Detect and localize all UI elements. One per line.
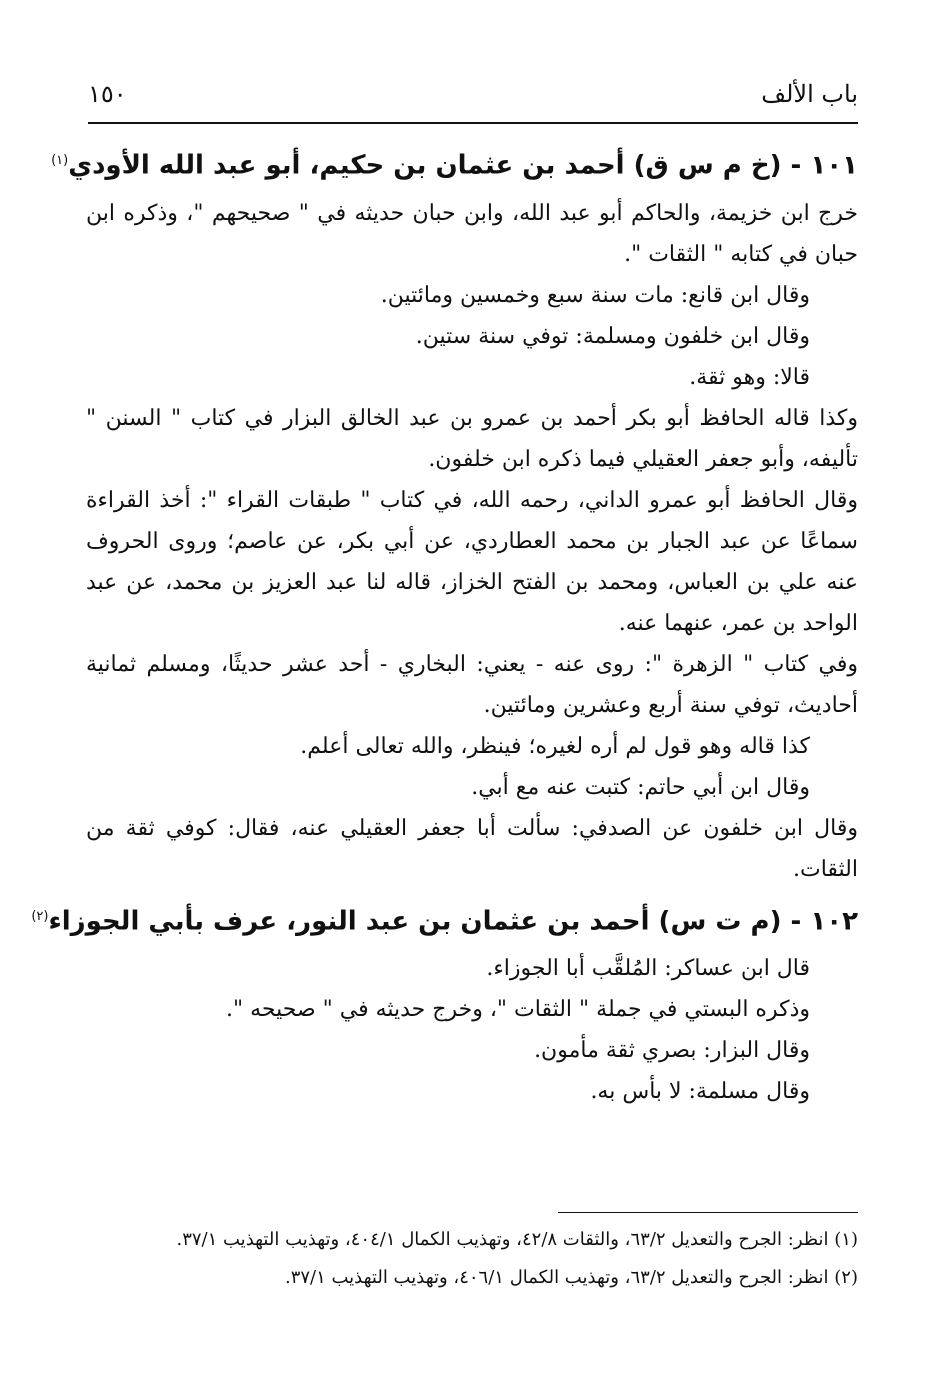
entry-101-paragraph: قالا: وهو ثقة. (689, 364, 810, 390)
entry-101-paragraph: وقال ابن خلفون ومسلمة: توفي سنة ستين. (415, 323, 810, 349)
entry-heading-101: ١٠١ - (خ م س ق) أحمد بن عثمان بن حكيم، أبو عبد الله الأودي$^{(١)}$ (51, 150, 858, 181)
footnote-divider (558, 1212, 858, 1213)
entry-102-paragraph: وقال البزار: بصري ثقة مأمون. (534, 1038, 810, 1064)
footnotes (86, 1212, 858, 1299)
entry-101-paragraph: وقال ابن أبي حاتم: كتبت عنه مع أبي. (471, 774, 810, 800)
entry-102-paragraph: قال ابن عساكر: المُلقَّب أبا الجوزاء. (486, 956, 810, 982)
footnote-ref-2: (٢) (31, 908, 49, 924)
entry-101-paragraph: وقال ابن خلفون عن الصدفي: سألت أبا جعفر العقيلي عنه، فقال: كوفي ثقة من الثقات. (86, 815, 858, 882)
entry-heading-102: ١٠٢ - (م ت س) أحمد بن عثمان بن عبد النور، عرف بأبي الجوزاء$^{(٢)}$ (31, 906, 858, 937)
entry-101-paragraph: خرج ابن خزيمة، والحاكم أبو عبد الله، وابن حبان حديثه في " صحيحهم "، وذكره ابن حبان في كتابه " الثقات ". (86, 200, 858, 267)
footnote-1: (١) انظر: الجرح والتعديل ٦٣/٢، والثقات ٤٢/٨، وتهذيب الكمال ٤٠٤/١، وتهذيب التهذيب ٣٧/١. (176, 1229, 858, 1250)
footnote-2: (٢) انظر: الجرح والتعديل ٦٣/٢، وتهذيب الكمال ٤٠٦/١، وتهذيب التهذيب ٣٧/١. (284, 1267, 858, 1288)
entry-102-paragraph: وقال مسلمة: لا بأس به. (590, 1079, 810, 1105)
entry-101-paragraph: كذا قاله وهو قول لم أره لغيره؛ فينظر، والله تعالى أعلم. (300, 733, 810, 759)
entry-102-paragraph: وذكره البستي في جملة " الثقات "، وخرج حديثه في " صحيحه ". (226, 997, 810, 1023)
entry-101-paragraph: وقال الحافظ أبو عمرو الداني، رحمه الله، في كتاب " طبقات القراء ": أخذ القراءة سماعًا عن عبد الجبار بن محمد العطاردي، عن أبي بكر، عن عاصم؛ وروى الحروف عنه علي بن العباس، ومحمد بن الفتح الخزاز، قاله لنا عبد العزيز بن محمد، عن عبد الواحد بن عمر، عنهما عنه. (86, 487, 858, 636)
running-title: باب الألف (761, 80, 858, 108)
page-header (88, 70, 858, 124)
entry-101-paragraph: وقال ابن قانع: مات سنة سبع وخمسين ومائتين. (380, 282, 810, 308)
page-body (31, 134, 858, 1112)
page-number: ١٥٠ (88, 80, 127, 108)
entry-101-paragraph: وكذا قاله الحافظ أبو بكر أحمد بن عمرو بن عبد الخالق البزار في كتاب " السنن " تأليفه، وأبو جعفر العقيلي فيما ذكره ابن خلفون. (86, 405, 858, 472)
entry-101-paragraph: وفي كتاب " الزهرة ": روى عنه - يعني: البخاري - أحد عشر حديثًا، ومسلم ثمانية أحاديث، توفي سنة أربع وعشرين ومائتين. (86, 651, 858, 718)
footnote-ref-1: (١) (51, 153, 69, 168)
